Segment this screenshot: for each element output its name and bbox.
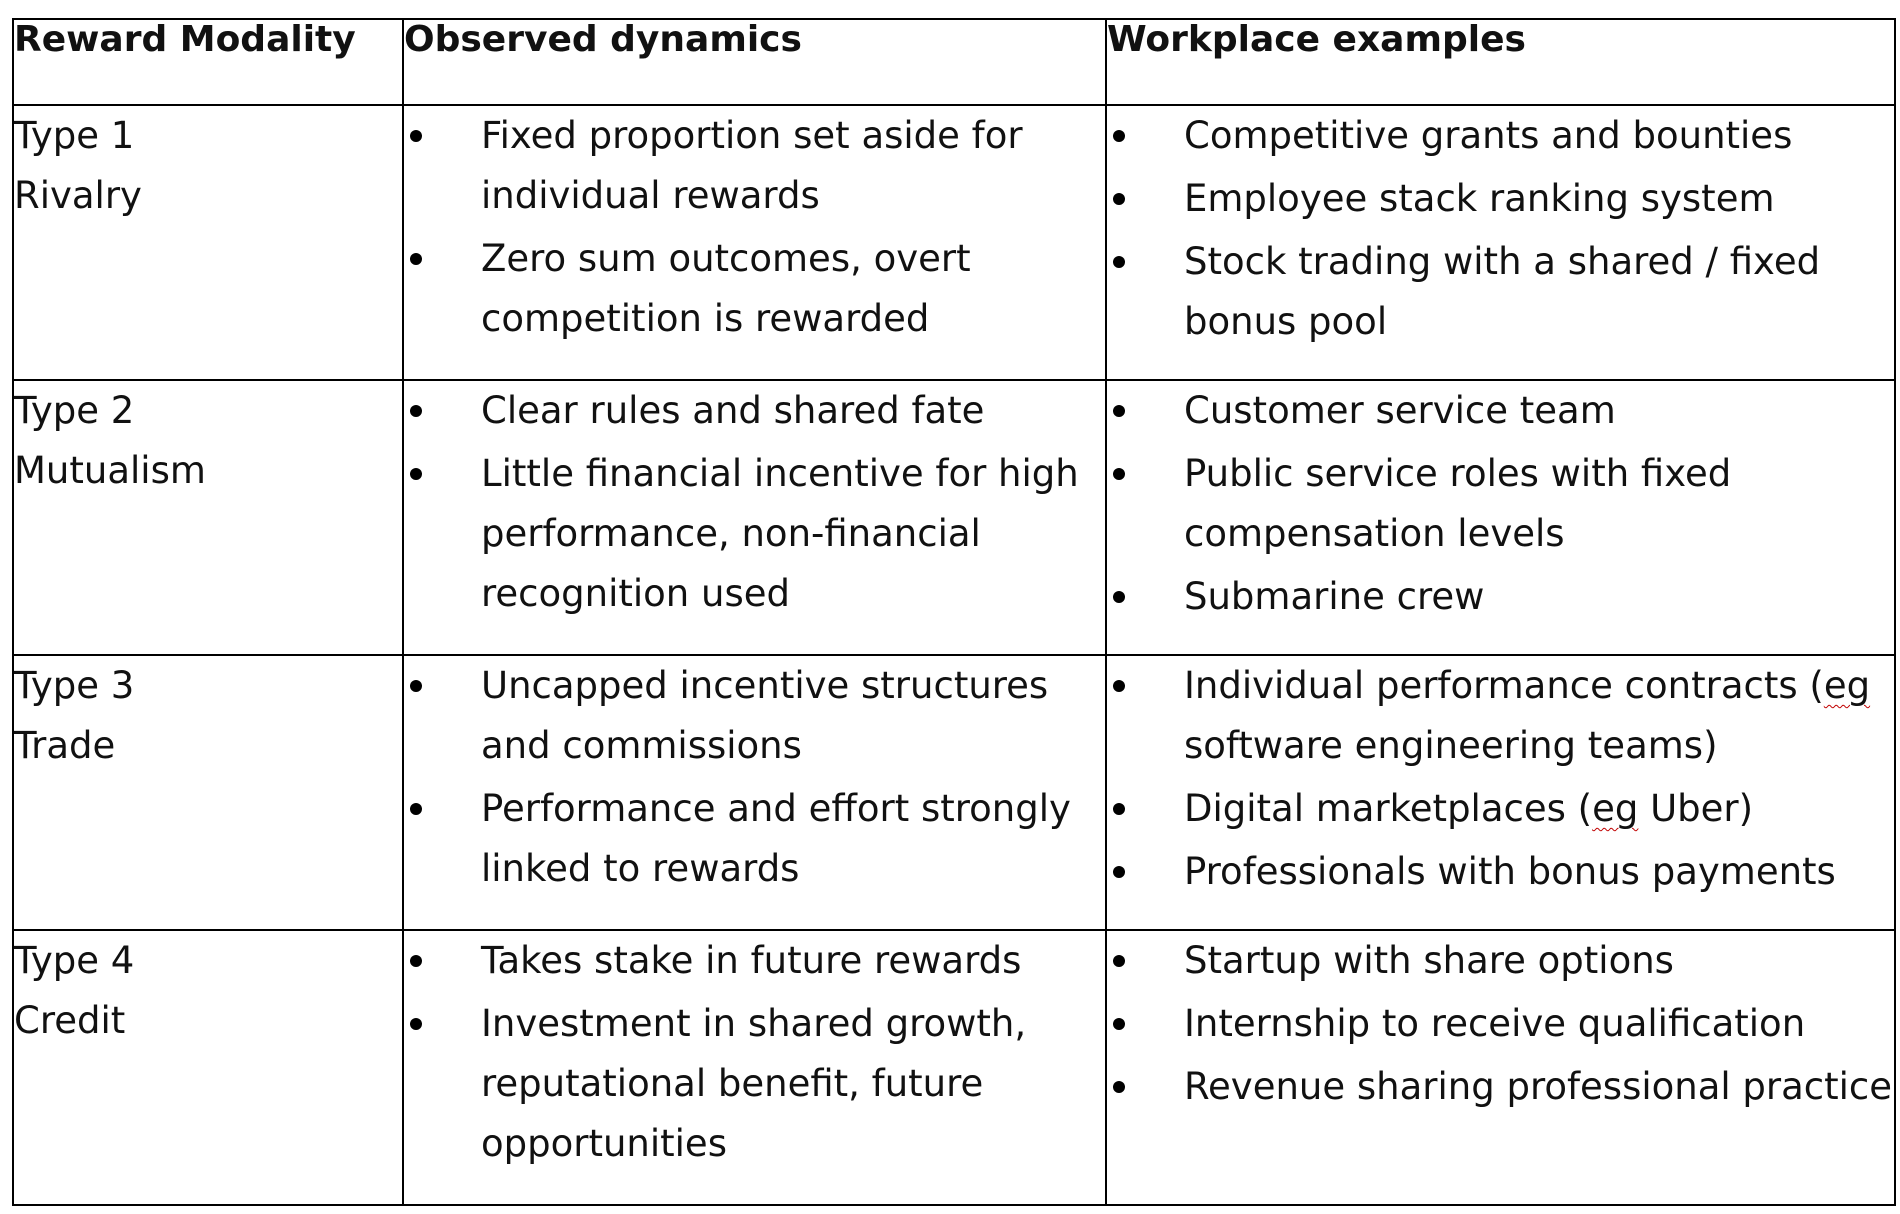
list-item-text: Uber) <box>1638 787 1754 830</box>
list-item-text: Digital marketplaces ( <box>1184 787 1593 830</box>
list-item-text: Startup with share options <box>1184 939 1674 982</box>
list-item <box>1107 931 1894 991</box>
examples-list <box>1107 106 1894 352</box>
examples-list <box>1107 931 1894 1117</box>
bullet-icon <box>410 803 422 815</box>
bullet-icon <box>1113 1081 1125 1093</box>
bullet-icon <box>410 253 422 265</box>
reward-modality-table <box>12 18 1896 1206</box>
list-item <box>1107 444 1894 564</box>
modality-cell <box>13 380 403 655</box>
examples-cell <box>1106 930 1895 1205</box>
bullet-icon <box>410 468 422 480</box>
bullet-icon <box>1113 1018 1125 1030</box>
bullet-icon <box>1113 680 1125 692</box>
dynamics-list <box>404 931 1105 1174</box>
examples-cell <box>1106 655 1895 930</box>
list-item-text: Little financial incentive for high performance, non-financial recognition used <box>481 452 1079 615</box>
list-item-text: Individual performance contracts ( <box>1184 664 1824 707</box>
list-item <box>404 779 1105 899</box>
spellcheck-flagged-word: eg <box>1823 664 1871 707</box>
examples-list <box>1107 656 1894 902</box>
dynamics-list <box>404 106 1105 349</box>
list-item-text: Performance and effort strongly linked to rewards <box>481 787 1071 890</box>
bullet-icon <box>410 130 422 142</box>
modality-cell <box>13 655 403 930</box>
list-item <box>404 229 1105 349</box>
list-item-text: Competitive grants and bounties <box>1184 114 1793 157</box>
bullet-icon <box>1113 256 1125 268</box>
header-observed-dynamics: Observed dynamics <box>403 19 1106 105</box>
table-row <box>13 655 1895 930</box>
type-label: Type 3 <box>14 664 135 707</box>
bullet-icon <box>410 405 422 417</box>
list-item-text: Professionals with bonus payments <box>1184 850 1836 893</box>
examples-cell <box>1106 380 1895 655</box>
modality-cell <box>13 105 403 380</box>
bullet-icon <box>1113 193 1125 205</box>
bullet-icon <box>1113 955 1125 967</box>
list-item <box>1107 779 1894 839</box>
table-row <box>13 930 1895 1205</box>
bullet-icon <box>410 680 422 692</box>
modality-name: Mutualism <box>14 449 206 492</box>
type-label: Type 4 <box>14 939 135 982</box>
bullet-icon <box>1113 130 1125 142</box>
list-item-text: Public service roles with fixed compensation levels <box>1184 452 1732 555</box>
list-item <box>1107 567 1894 627</box>
list-item <box>1107 842 1894 902</box>
list-item-text: Stock trading with a shared / fixed bonus pool <box>1184 240 1821 343</box>
list-item <box>404 381 1105 441</box>
header-workplace-examples: Workplace examples <box>1106 19 1895 105</box>
dynamics-cell <box>403 380 1106 655</box>
list-item <box>1107 106 1894 166</box>
list-item <box>1107 656 1894 776</box>
bullet-icon <box>1113 866 1125 878</box>
list-item <box>1107 381 1894 441</box>
bullet-icon <box>1113 468 1125 480</box>
list-item-text: Internship to receive qualification <box>1184 1002 1806 1045</box>
spellcheck-flagged-word: eg <box>1592 787 1639 830</box>
list-item-text: Revenue sharing professional practice <box>1184 1065 1893 1108</box>
list-item-text: Submarine crew <box>1184 575 1485 618</box>
list-item-text: software engineering teams) <box>1184 724 1718 767</box>
bullet-icon <box>1113 803 1125 815</box>
dynamics-list <box>404 656 1105 899</box>
list-item <box>404 106 1105 226</box>
list-item-text: Investment in shared growth, reputational benefit, future opportunities <box>481 1002 1027 1165</box>
dynamics-cell <box>403 930 1106 1205</box>
table-body <box>13 105 1895 1205</box>
list-item <box>1107 169 1894 229</box>
bullet-icon <box>1113 591 1125 603</box>
bullet-icon <box>410 1018 422 1030</box>
list-item-text: Takes stake in future rewards <box>481 939 1022 982</box>
table-header-row <box>13 19 1895 105</box>
type-label: Type 1 <box>14 114 135 157</box>
type-label: Type 2 <box>14 389 135 432</box>
list-item <box>404 994 1105 1174</box>
list-item <box>1107 1057 1894 1117</box>
list-item <box>404 656 1105 776</box>
modality-name: Rivalry <box>14 174 142 217</box>
examples-cell <box>1106 105 1895 380</box>
list-item-text: Fixed proportion set aside for individual rewards <box>481 114 1023 217</box>
dynamics-cell <box>403 655 1106 930</box>
modality-name: Trade <box>14 724 116 767</box>
dynamics-list <box>404 381 1105 624</box>
examples-list <box>1107 381 1894 627</box>
modality-cell <box>13 930 403 1205</box>
modality-name: Credit <box>14 999 126 1042</box>
list-item-text: Uncapped incentive structures and commissions <box>481 664 1049 767</box>
list-item <box>1107 994 1894 1054</box>
list-item <box>404 931 1105 991</box>
table-row <box>13 380 1895 655</box>
list-item-text: Clear rules and shared fate <box>481 389 985 432</box>
list-item-text: Customer service team <box>1184 389 1616 432</box>
list-item-text: Employee stack ranking system <box>1184 177 1775 220</box>
bullet-icon <box>1113 405 1125 417</box>
list-item <box>1107 232 1894 352</box>
dynamics-cell <box>403 105 1106 380</box>
header-reward-modality: Reward Modality <box>13 19 403 105</box>
list-item <box>404 444 1105 624</box>
list-item-text: Zero sum outcomes, overt competition is rewarded <box>481 237 971 340</box>
bullet-icon <box>410 955 422 967</box>
table-row <box>13 105 1895 380</box>
